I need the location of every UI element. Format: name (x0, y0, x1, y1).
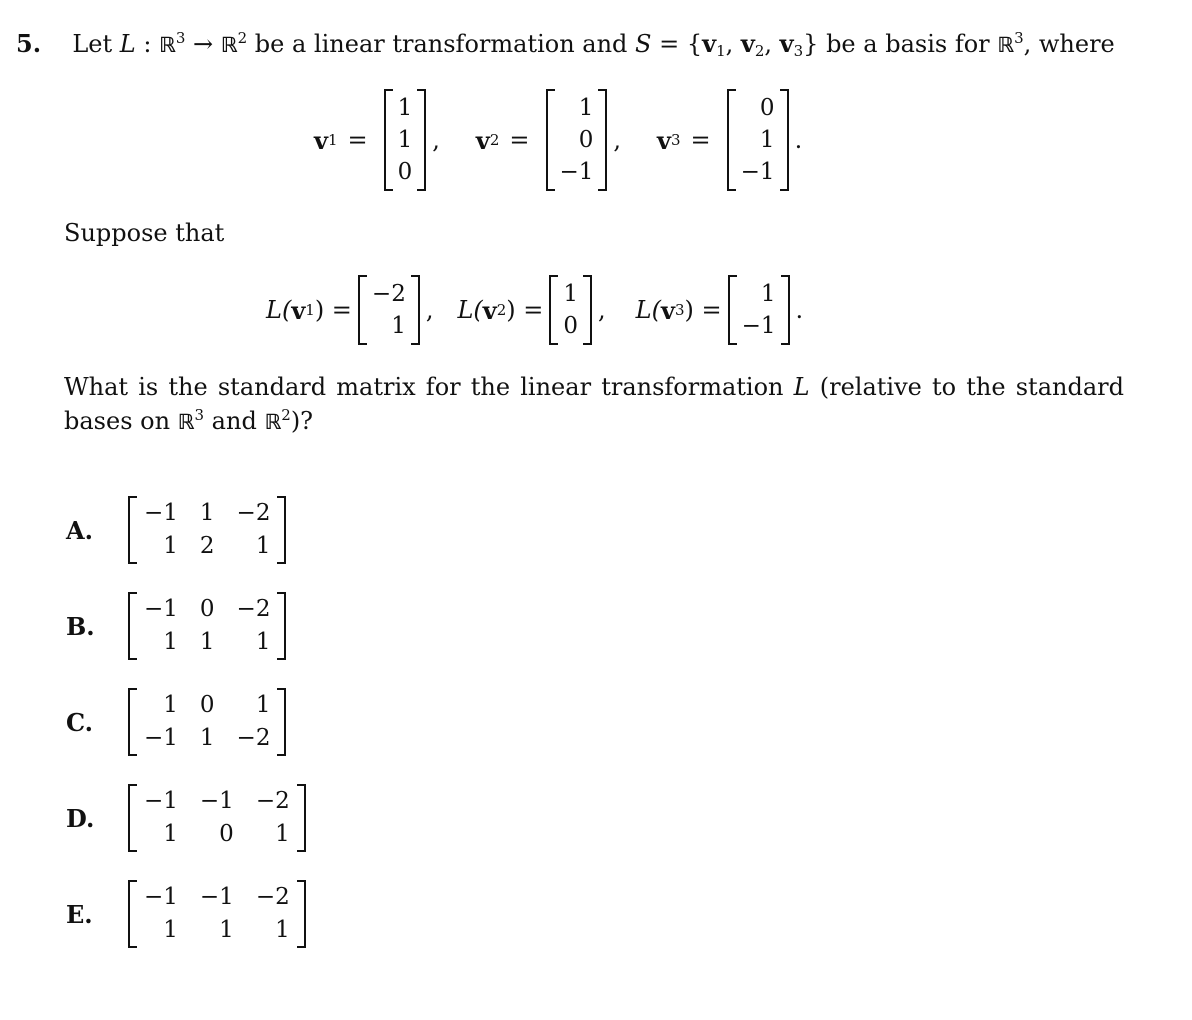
choice-label: A. (66, 515, 93, 545)
choice-label: C. (66, 707, 94, 737)
suppose-text: Suppose that (64, 219, 225, 247)
question-number: 5. (16, 29, 42, 58)
image-L-v3: 1 −1 (728, 275, 790, 345)
question-statement-line1: 5. Let L : ℝ$^3$ → ℝ$^2$ be a linear transformation and $S = \{v_1$, $v_2$, $v_3$} be a basis for ℝ$^3$, where (16, 29, 1115, 60)
basis-vectors: v 1 = 1 1 0 , v 2 = 1 0 −1 , v 3 = 0 1 −1 . (314, 88, 802, 192)
choice-e-matrix: −1 −1 −2 1 1 1 (128, 880, 306, 948)
vector-v2: 1 0 −1 (546, 89, 608, 191)
vector-v3: 0 1 −1 (727, 89, 789, 191)
choice-b-matrix: −1 0 −2 1 1 1 (128, 592, 286, 660)
choice-d[interactable] (66, 784, 306, 852)
choice-label: B. (66, 611, 95, 641)
choice-a[interactable] (66, 496, 286, 564)
choice-b[interactable] (66, 592, 286, 660)
choice-label: D. (66, 803, 95, 833)
question-prompt-line1: What is the standard matrix for the linear transformation L (relative to the standard (64, 373, 1124, 401)
choice-a-matrix: −1 1 −2 1 2 1 (128, 496, 286, 564)
question-prompt-line2: bases on ℝ$^3$ and ℝ$^2$)? (64, 406, 314, 435)
image-L-v1: −2 1 (358, 275, 420, 345)
vector-v1: 1 1 0 (384, 89, 427, 191)
choice-c[interactable] (66, 688, 286, 756)
choice-e[interactable] (66, 880, 306, 948)
choice-label: E. (66, 899, 93, 929)
transformation-images: L( v 1 ) = −2 1 , L( v 2 ) = 1 0 , L( v 3 ) = 1 −1 . (266, 276, 803, 344)
choice-d-matrix: −1 −1 −2 1 0 1 (128, 784, 306, 852)
image-L-v2: 1 0 (549, 275, 592, 345)
choice-c-matrix: 1 0 1 −1 1 −2 (128, 688, 286, 756)
